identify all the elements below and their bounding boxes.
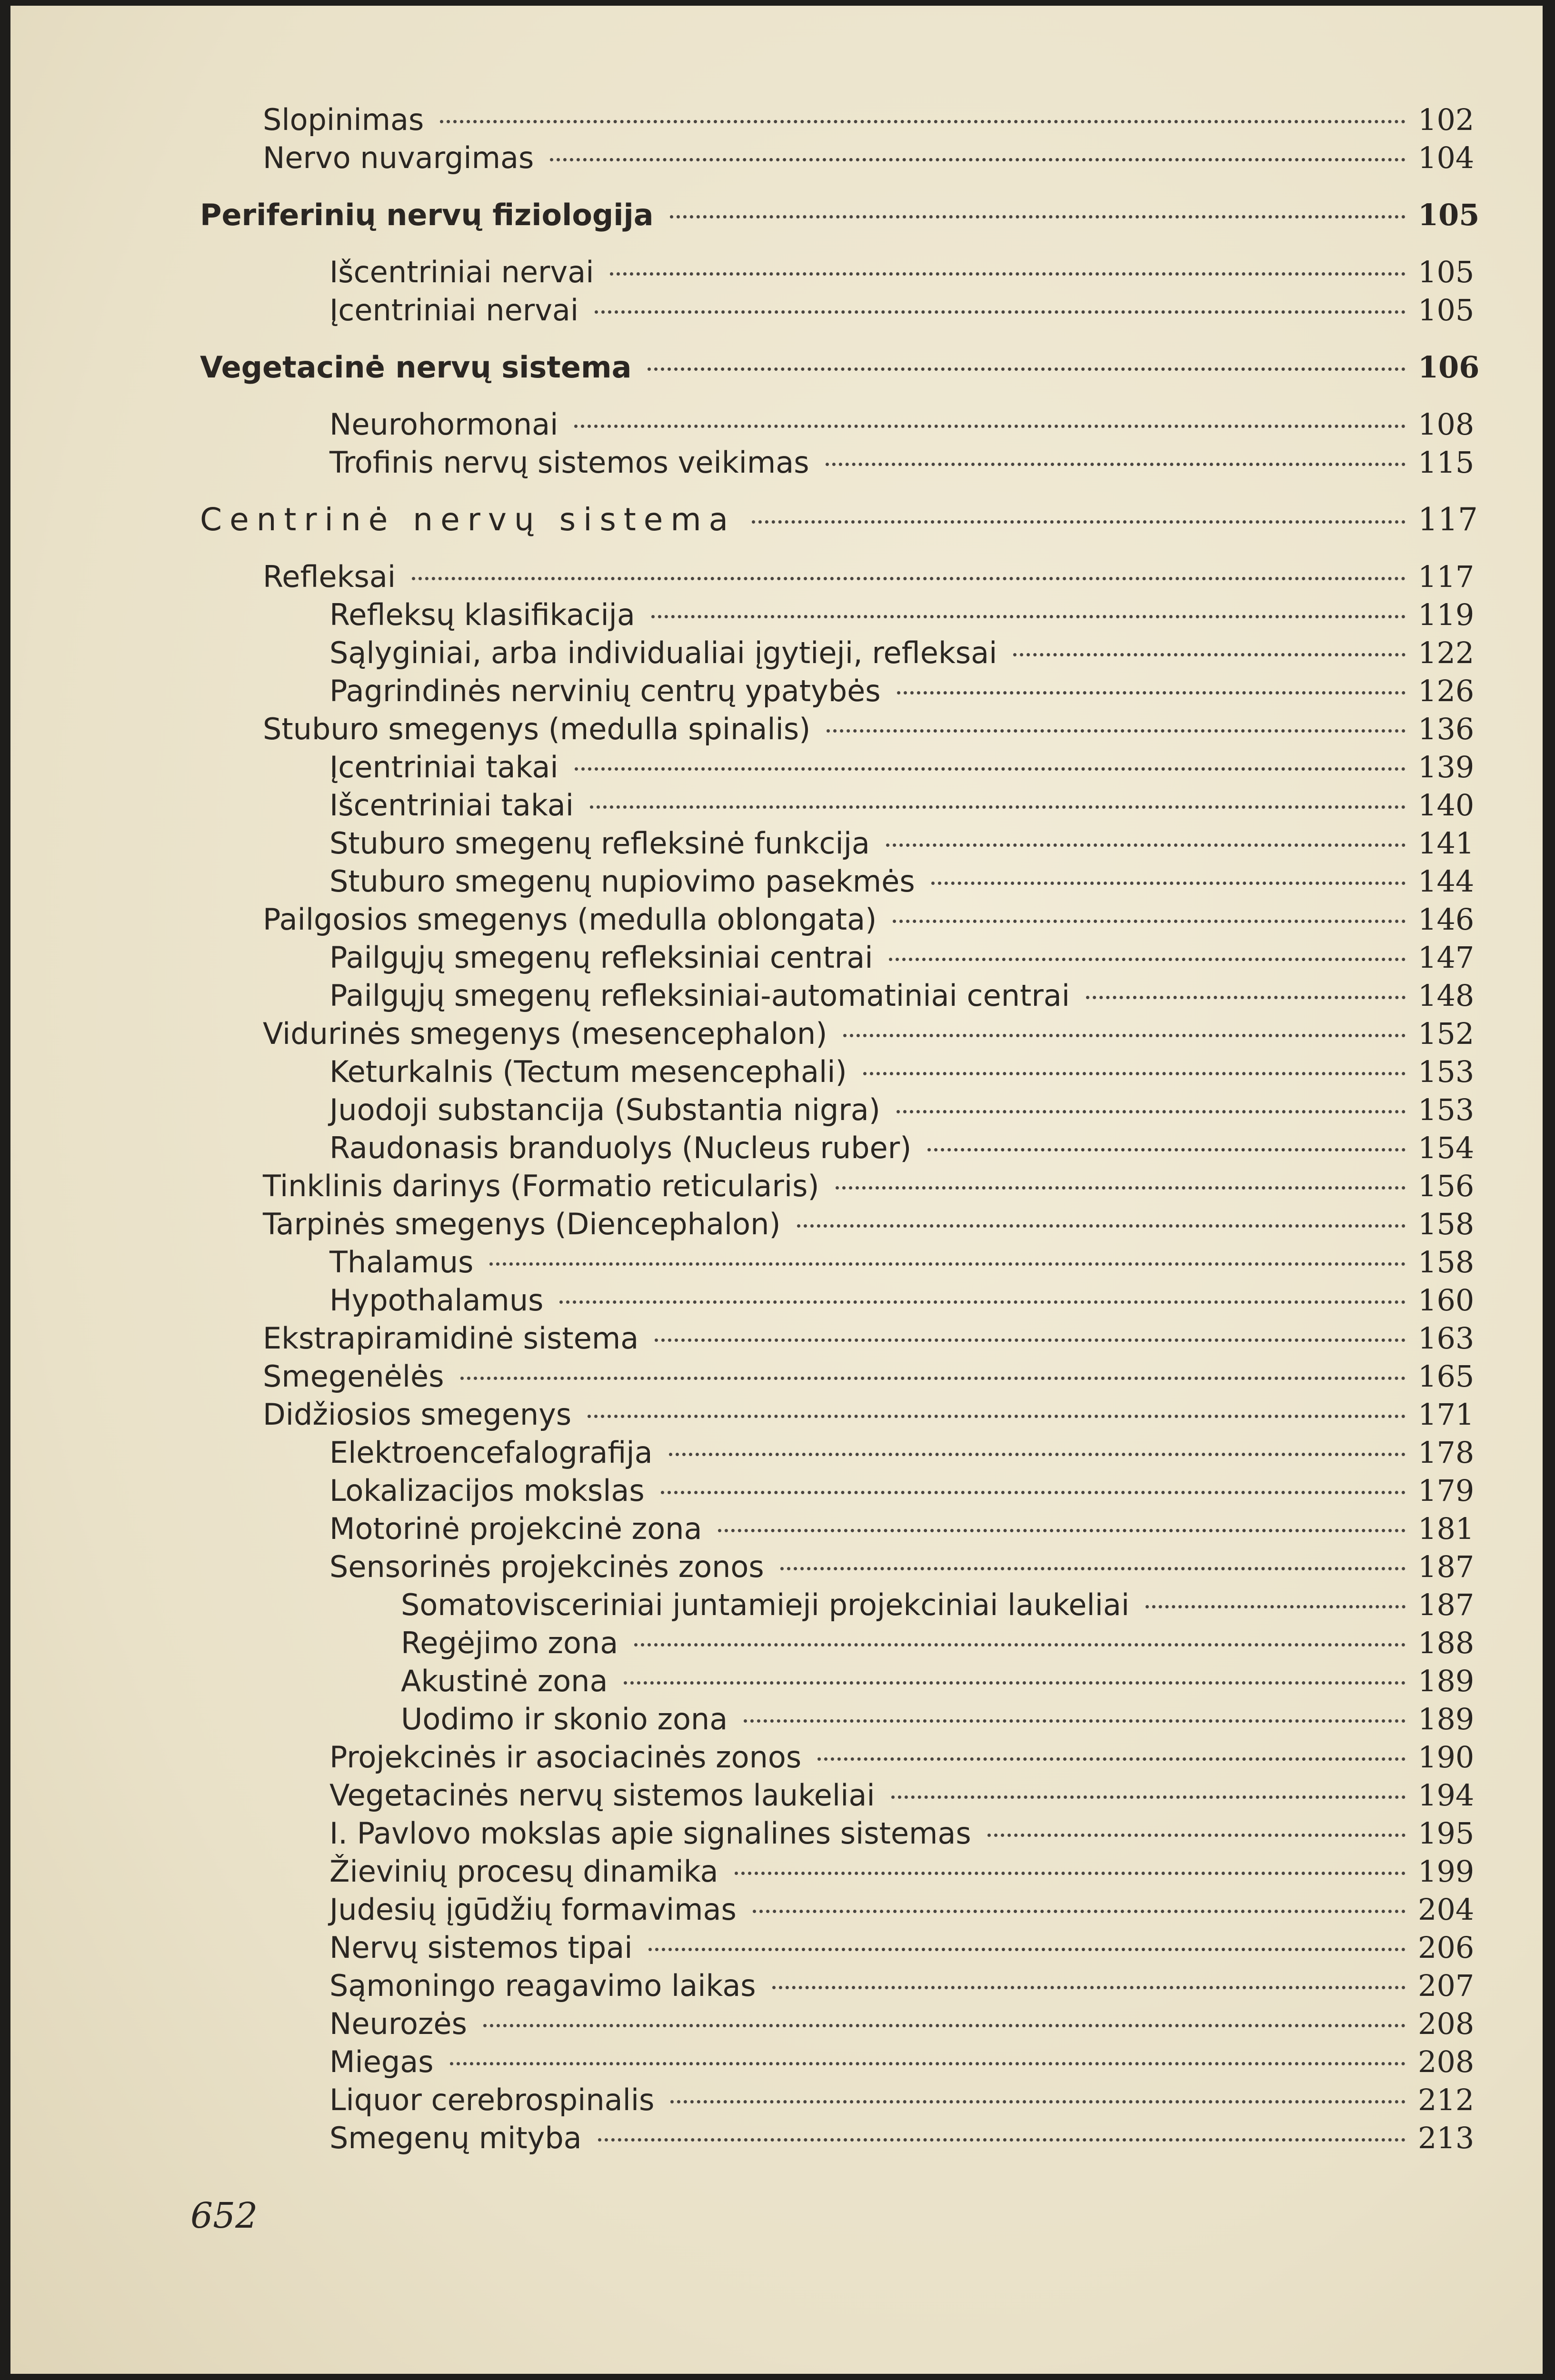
toc-entry-title: Uodimo ir skonio zona [401,1702,728,1736]
toc-entry [329,2005,1475,2043]
toc-entry [329,1853,1475,1891]
toc-entry [329,2119,1475,2157]
dot-leader [1013,653,1405,656]
toc-entry-title: Tinklinis darinys (Formatio reticularis) [263,1169,819,1203]
toc-entry [263,1167,1475,1205]
toc-entry-page: 102 [1418,102,1475,137]
toc-entry [329,1472,1475,1510]
toc-entry [263,710,1475,748]
toc-entry [263,558,1475,596]
toc-entry-title: Neurozės [329,2006,467,2041]
dot-leader [893,920,1405,923]
book-page [10,6,1543,2374]
dot-leader [412,577,1405,580]
toc-entry [329,748,1475,786]
toc-entry-page: 179 [1418,1473,1475,1508]
toc-entry [329,253,1475,291]
toc-entry [263,1015,1475,1053]
toc-entry-page: 141 [1418,826,1475,861]
toc-entry [329,634,1475,672]
toc-entry-title: Liquor cerebrospinalis [329,2082,655,2117]
toc-entry-title: Refleksų klasifikacija [329,597,635,632]
toc-entry-page: 187 [1418,1549,1475,1584]
dot-leader [559,1300,1405,1304]
dot-leader [931,882,1405,885]
toc-entry-title: Sąmoningo reagavimo laikas [329,1968,756,2003]
toc-entry-page: 213 [1418,2121,1475,2155]
toc-entry-page: 204 [1418,1892,1475,1927]
toc-entry [329,291,1475,329]
toc-entry-title: Smegenų mityba [329,2121,582,2155]
toc-entry [329,2043,1475,2081]
toc-entry-title: Judesių įgūdžių formavimas [329,1892,737,1927]
toc-entry-title: Vidurinės smegenys (mesencephalon) [263,1016,827,1051]
dot-leader [483,2024,1405,2027]
toc-entry-page: 160 [1418,1283,1475,1318]
toc-entry-title: Elektroencefalografija [329,1435,653,1470]
dot-leader [889,958,1405,961]
dot-leader [624,1681,1405,1685]
toc-entry-title: Išcentriniai takai [329,788,574,823]
dot-leader [718,1529,1405,1532]
toc-entry-title: Keturkalnis (Tectum mesencephali) [329,1054,847,1089]
toc-entry-title: Tarpinės smegenys (Diencephalon) [263,1207,781,1241]
toc-section-heading [200,501,1478,539]
dot-leader [1086,996,1405,999]
toc-entry-title: Pailgosios smegenys (medulla oblongata) [263,902,877,937]
toc-entry-page: 152 [1418,1016,1475,1051]
toc-entry-page: 212 [1418,2082,1475,2117]
toc-entry-title: Įcentriniai takai [329,750,558,784]
dot-leader [780,1567,1405,1570]
toc-entry-page: 195 [1418,1816,1475,1851]
toc-entry-page: 163 [1418,1321,1475,1356]
toc-entry [329,1510,1475,1548]
toc-entry-title: Pagrindinės nervinių centrų ypatybės [329,674,881,708]
dot-leader [897,691,1405,694]
dot-leader [648,1948,1405,1951]
toc-entry-page: 117 [1418,501,1478,538]
toc-entry-page: 153 [1418,1092,1475,1127]
toc-entry-page: 156 [1418,1169,1475,1203]
toc-entry-title: Ekstrapiramidinė sistema [263,1321,639,1356]
toc-entry [401,1586,1475,1624]
dot-leader [836,1186,1405,1190]
dot-leader [886,843,1405,847]
toc-entry-title: Thalamus [329,1245,474,1279]
toc-entry-page: 105 [1418,293,1475,327]
toc-entry-page: 115 [1418,445,1475,480]
toc-entry [329,824,1475,863]
toc-entry-page: 189 [1418,1702,1475,1736]
toc-entry-page: 154 [1418,1130,1475,1165]
toc-entry-title: Vegetacinė nervų sistema [200,350,632,385]
toc-entry [329,596,1475,634]
toc-entry-title: Sensorinės projekcinės zonos [329,1549,764,1584]
dot-leader [827,729,1405,733]
toc-entry-title: Lokalizacijos mokslas [329,1473,645,1508]
dot-leader [927,1148,1405,1151]
toc-entry-title: Pailgųjų smegenų refleksiniai centrai [329,940,873,975]
toc-entry-page: 158 [1418,1207,1475,1241]
toc-entry [329,1967,1475,2005]
dot-leader [648,367,1405,371]
toc-entry-page: 153 [1418,1054,1475,1089]
toc-entry [263,139,1475,177]
dot-leader [735,1872,1405,1875]
dot-leader [863,1072,1405,1075]
dot-leader [752,520,1405,524]
toc-entry [329,406,1475,444]
toc-entry-title: Įcentriniai nervai [329,293,579,327]
dot-leader [595,310,1405,314]
toc-entry [329,672,1475,710]
toc-entry-page: 187 [1418,1587,1475,1622]
toc-entry [329,1929,1475,1967]
dot-leader [669,1453,1405,1456]
toc-entry [263,101,1475,139]
dot-leader [826,463,1405,466]
dot-leader [817,1757,1405,1761]
toc-entry-title: Stuburo smegenų nupiovimo pasekmės [329,864,915,899]
dot-leader [450,2062,1405,2065]
toc-entry-title: Nervų sistemos tipai [329,1930,633,1965]
toc-entry-title: Smegenėlės [263,1359,444,1394]
toc-entry-page: 105 [1418,198,1480,232]
dot-leader [574,425,1405,428]
toc-entry-title: Refleksai [263,559,396,594]
toc-entry-title: Neurohormonai [329,407,558,442]
page-number: 652 [190,2195,258,2236]
toc-entry [329,1548,1475,1586]
toc-entry [329,2081,1475,2119]
toc-entry-page: 178 [1418,1435,1475,1470]
dot-leader [753,1910,1405,1913]
dot-leader [987,1834,1405,1837]
dot-leader [440,120,1405,123]
toc-section-heading [200,348,1480,387]
toc-entry-page: 206 [1418,1930,1475,1965]
toc-entry-title: Juodoji substancija (Substantia nigra) [329,1092,880,1127]
toc-entry-title: Didžiosios smegenys [263,1397,572,1432]
dot-leader [797,1224,1405,1228]
toc-entry-page: 146 [1418,902,1475,937]
dot-leader [670,2100,1405,2103]
toc-entry-page: 122 [1418,635,1475,670]
toc-entry-page: 117 [1418,559,1475,594]
dot-leader [598,2138,1405,2142]
dot-leader [575,767,1405,771]
toc-entry-title: Projekcinės ir asociacinės zonos [329,1740,802,1775]
toc-entry-title: Motorinė projekcinė zona [329,1511,702,1546]
dot-leader [655,1339,1405,1342]
toc-entry [329,977,1475,1015]
toc-entry [329,786,1475,824]
dot-leader [661,1491,1405,1494]
toc-entry-title: Nervo nuvargimas [263,140,534,175]
toc-entry [329,1776,1475,1815]
toc-entry [329,1129,1475,1167]
toc-entry-page: 158 [1418,1245,1475,1279]
toc-entry-title: Stuburo smegenys (medulla spinalis) [263,712,811,746]
toc-entry-page: 194 [1418,1778,1475,1813]
toc-entry [329,939,1475,977]
dot-leader [590,805,1405,809]
toc-entry-title: Periferinių nervų fiziologija [200,198,654,232]
toc-entry [329,1434,1475,1472]
dot-leader [1146,1605,1405,1608]
toc-entry [329,1738,1475,1776]
dot-leader [610,272,1405,276]
dot-leader [772,1986,1405,1989]
dot-leader [588,1415,1405,1418]
toc-entry [401,1700,1475,1738]
dot-leader [634,1643,1405,1646]
toc-entry [329,1091,1475,1129]
toc-entry-title: Pailgųjų smegenų refleksiniai-automatiniai centrai [329,978,1070,1013]
toc-entry [329,1243,1475,1281]
toc-entry-page: 165 [1418,1359,1475,1394]
toc-entry-page: 126 [1418,674,1475,708]
toc-entry-title: Regėjimo zona [401,1626,618,1660]
dot-leader [891,1795,1405,1799]
toc-entry-page: 147 [1418,940,1475,975]
toc-entry-page: 199 [1418,1854,1475,1889]
toc-entry-title: Akustinė zona [401,1664,608,1698]
toc-entry-page: 190 [1418,1740,1475,1775]
toc-entry-page: 207 [1418,1968,1475,2003]
toc-entry [263,1396,1475,1434]
dot-leader [744,1719,1405,1723]
toc-entry [401,1662,1475,1700]
toc-entry [329,444,1475,482]
toc-entry-page: 208 [1418,2006,1475,2041]
dot-leader [460,1377,1405,1380]
dot-leader [897,1110,1405,1113]
toc-entry-page: 181 [1418,1511,1475,1546]
dot-leader [550,158,1405,161]
dot-leader [651,615,1405,618]
dot-leader [843,1034,1405,1037]
dot-leader [489,1262,1405,1266]
toc-entry-page: 139 [1418,750,1475,784]
toc-entry-page: 106 [1418,350,1480,385]
toc-entry-title: Trofinis nervų sistemos veikimas [329,445,809,480]
toc-entry-title: Raudonasis branduolys (Nucleus ruber) [329,1130,912,1165]
toc-entry-title: Miegas [329,2044,434,2079]
toc-entry-page: 189 [1418,1664,1475,1698]
toc-entry [263,1358,1475,1396]
dot-leader [670,215,1405,218]
toc-entry [329,1281,1475,1319]
toc-entry-title: Vegetacinės nervų sistemos laukeliai [329,1778,875,1813]
toc-entry [329,863,1475,901]
toc-entry-page: 171 [1418,1397,1475,1432]
toc-entry-page: 144 [1418,864,1475,899]
toc-entry [329,1053,1475,1091]
toc-entry-title: Išcentriniai nervai [329,255,594,289]
toc-entry [263,1205,1475,1243]
toc-entry-title: I. Pavlovo mokslas apie signalines sistemas [329,1816,971,1851]
toc-entry-page: 119 [1418,597,1475,632]
toc-entry [329,1891,1475,1929]
toc-entry-page: 208 [1418,2044,1475,2079]
toc-entry [401,1624,1475,1662]
toc-entry-title: Slopinimas [263,102,424,137]
toc-entry-title: Žievinių procesų dinamika [329,1854,718,1889]
toc-entry-page: 136 [1418,712,1475,746]
toc-entry [263,901,1475,939]
toc-entry-page: 108 [1418,407,1475,442]
toc-entry-page: 188 [1418,1626,1475,1660]
toc-entry-title: Stuburo smegenų refleksinė funkcija [329,826,870,861]
toc-entry [329,1815,1475,1853]
toc-entry-title: Centrinė nervų sistema [200,501,736,538]
toc-entry-page: 105 [1418,255,1475,289]
toc-entry-title: Sąlyginiai, arba individualiai įgytieji, refleksai [329,635,997,670]
toc-entry-page: 148 [1418,978,1475,1013]
toc-section-heading [200,196,1480,234]
toc-entry-page: 140 [1418,788,1475,823]
toc-entry-title: Hypothalamus [329,1283,544,1318]
toc-entry-page: 104 [1418,140,1475,175]
toc-entry [263,1319,1475,1358]
toc-entry-title: Somatovisceriniai juntamieji projekciniai laukeliai [401,1587,1130,1622]
